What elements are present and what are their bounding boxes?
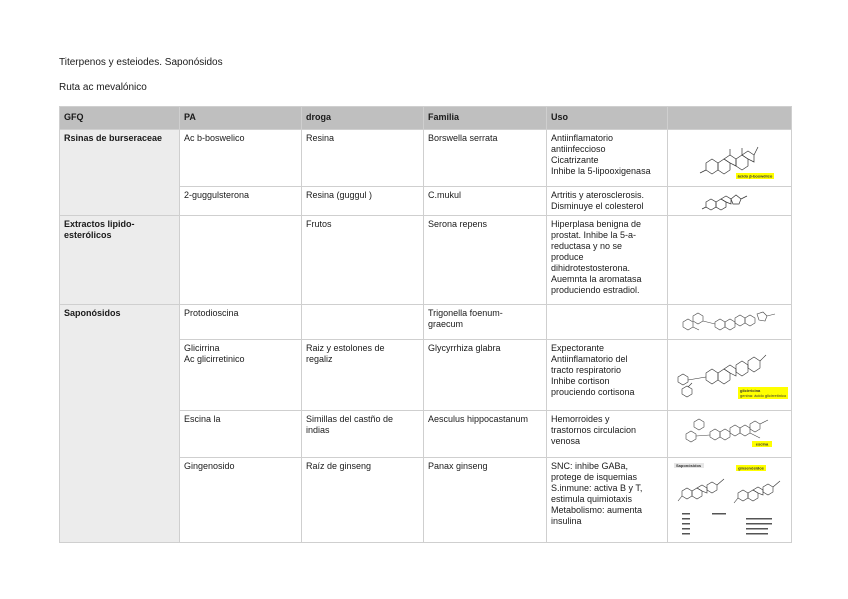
structure-cell [668, 187, 792, 216]
header-droga: droga [302, 107, 424, 130]
document-subtitle: Ruta ac mevalónico [59, 82, 147, 93]
header-pa: PA [180, 107, 302, 130]
cell-pa [180, 216, 302, 305]
cell-pa: Glicirrina Ac glicirretinico [180, 340, 302, 411]
cell-droga: Resina [302, 130, 424, 187]
structure-label: escina [755, 441, 768, 447]
cell-droga: Raiz y estolones de regaliz [302, 340, 424, 411]
escin-structure-image [680, 414, 780, 454]
header-structure [668, 107, 792, 130]
structure-sublabel: genina: ácido glicirretínico [740, 393, 787, 398]
structure-tag: Saponósidos [676, 463, 702, 468]
table-header-row [60, 107, 792, 130]
cell-uso: Expectorante Antiinflamatorio del tracto respiratorio Inhibe cortison prouciendo cortisona [547, 340, 668, 411]
structure-cell [668, 130, 792, 187]
structure-cell [668, 458, 792, 543]
cell-familia: Glycyrrhiza glabra [424, 340, 547, 411]
structure-label: glicirricina [740, 388, 761, 393]
cell-droga: Raíz de ginseng [302, 458, 424, 543]
cell-droga: Resina (guggul ) [302, 187, 424, 216]
structure-label: ginsenósidos [738, 465, 764, 471]
boswellic-acid-structure-image [684, 133, 776, 183]
cell-uso: Hemorroides y trastornos circulacion venosa [547, 411, 668, 458]
structure-label: ácido β-boswélico [737, 173, 772, 179]
cell-pa: Protodioscina [180, 305, 302, 340]
cell-pa: Escina la [180, 411, 302, 458]
header-familia: Familia [424, 107, 547, 130]
cell-droga: Simillas del castño de indias [302, 411, 424, 458]
cell-familia: C.mukul [424, 187, 547, 216]
cell-familia: Trigonella foenum- graecum [424, 305, 547, 340]
cell-droga [302, 305, 424, 340]
header-uso: Uso [547, 107, 668, 130]
cell-familia: Borswella serrata [424, 130, 547, 187]
cell-familia: Serona repens [424, 216, 547, 305]
compounds-table [59, 106, 792, 543]
cell-pa: Ac b-boswelico [180, 130, 302, 187]
cell-droga: Frutos [302, 216, 424, 305]
structure-cell [668, 340, 792, 411]
cell-uso [547, 305, 668, 340]
cell-pa: 2-guggulsterona [180, 187, 302, 216]
document-title: Titerpenos y esteiodes. Saponósidos [59, 57, 223, 68]
cell-uso: SNC: inhibe GABa, protege de isquemias S.inmune: activa B y T, estimula quimiotaxis Metabolismo: aumenta insulina [547, 458, 668, 543]
table-row [60, 305, 792, 340]
structure-cell [668, 411, 792, 458]
protodioscin-structure-image [675, 308, 785, 336]
group-cell-burseraceae: Rsinas de burseraceae [60, 130, 180, 216]
ginsenoside-structure-image [672, 461, 790, 539]
table-row [60, 216, 792, 305]
group-cell-extractos: Extractos lipido- esterólicos [60, 216, 180, 305]
structure-cell [668, 305, 792, 340]
structure-cell-empty [668, 216, 792, 305]
cell-pa: Gingenosido [180, 458, 302, 543]
header-gfq: GFQ [60, 107, 180, 130]
guggulsterone-structure-image [700, 190, 760, 212]
glycyrrhizin-structure-image [672, 343, 790, 407]
table-row [60, 130, 792, 187]
cell-familia: Panax ginseng [424, 458, 547, 543]
group-cell-saponosidos: Saponósidos [60, 305, 180, 543]
cell-uso: Hiperplasa benigna de prostat. Inhibe la 5-a- reductasa y no se produce dihidrotestosterona. Auemnta la aromatasa produciendo estradiol. [547, 216, 668, 305]
cell-uso: Antiinflamatorio antiinfeccioso Cicatrizante Inhibe la 5-lipooxigenasa [547, 130, 668, 187]
cell-familia: Aesculus hippocastanum [424, 411, 547, 458]
cell-uso: Artritis y aterosclerosis. Disminuye el colesterol [547, 187, 668, 216]
